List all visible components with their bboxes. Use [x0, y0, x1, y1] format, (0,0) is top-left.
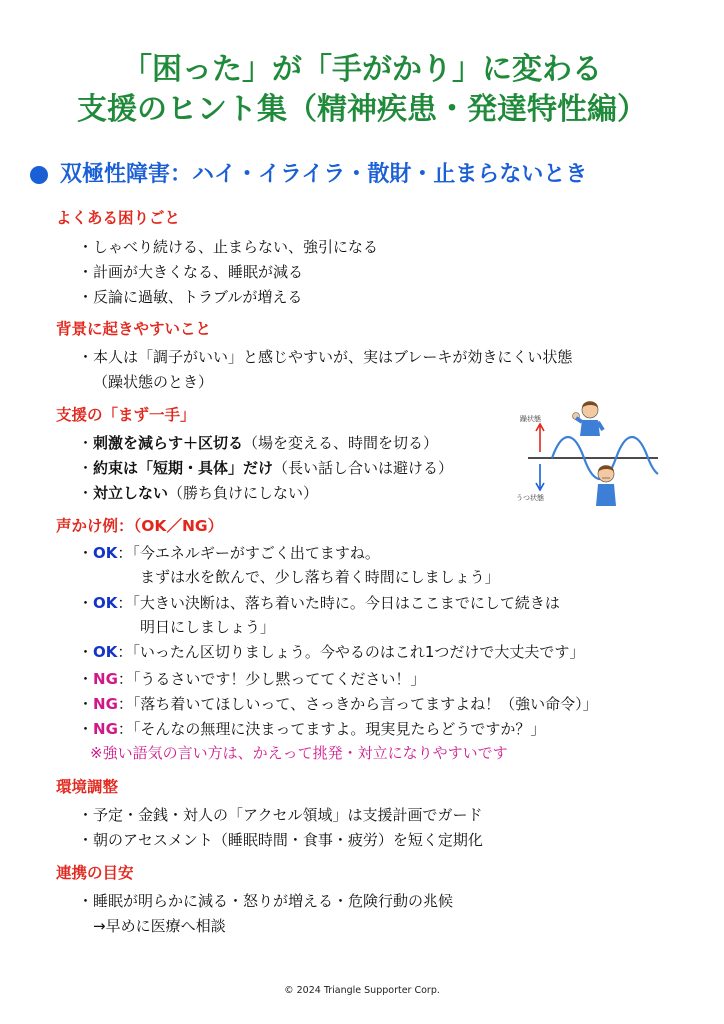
- ok-example: ・OK：「今エネルギーがすごく出てますね。: [78, 544, 380, 562]
- section-heading-text: 双極性障害：ハイ・イライラ・散財・止まらないとき: [60, 162, 588, 187]
- title-line-2: 支援のヒント集（精神疾患・発達特性編）: [77, 92, 647, 127]
- ng-example: ・NG：「落ち着いてほしいって、さっきから言ってますよね！（強い命令）」: [78, 695, 598, 713]
- trouble-item: ・計画が大きくなる、睡眠が減る: [78, 263, 304, 281]
- ok-example: ・OK：「大きい決断は、落ち着いた時に。今日はここまでにして続きは: [78, 594, 560, 612]
- background-heading: 背景に起きやすいこと: [56, 320, 212, 338]
- section-heading: [30, 160, 587, 190]
- trouble-item: ・反論に過敏、トラブルが増える: [78, 288, 303, 306]
- ok-example-cont: まずは水を飲んで、少し落ち着く時間にしましょう」: [140, 568, 500, 586]
- first-move-item: ・対立しない（勝ち負けにしない）: [78, 484, 319, 502]
- troubles-heading: よくある困りごと: [56, 209, 181, 227]
- ok-example-cont: 明日にしましょう」: [140, 618, 276, 636]
- first-move-heading: 支援の「まず一手」: [56, 406, 196, 424]
- environment-heading: 環境調整: [56, 778, 119, 796]
- warning-note: ※強い語気の言い方は、かえって挑発・対立になりやすいです: [90, 744, 508, 762]
- figure-label-depressive: うつ状態: [516, 494, 544, 502]
- trouble-item: ・しゃべり続ける、止まらない、強引になる: [78, 238, 379, 256]
- title-line-1: 「困った」が「手がかり」に変わる: [122, 52, 602, 87]
- background-item-cont: （躁状態のとき）: [93, 373, 214, 391]
- first-move-item: ・約束は「短期・具体」だけ（長い話し合いは避ける）: [78, 459, 454, 477]
- liaison-heading: 連携の目安: [56, 864, 134, 882]
- background-item: ・本人は「調子がいい」と感じやすいが、実はブレーキが効きにくい状態: [78, 348, 573, 366]
- examples-heading: 声かけ例：（OK／NG）: [56, 517, 224, 535]
- ok-example: ・OK：「いったん区切りましょう。今やるのはこれ1つだけで大丈夫です」: [78, 643, 585, 661]
- first-move-item: ・刺激を減らす＋区切る（場を変える、時間を切る）: [78, 434, 439, 452]
- liaison-item-cont: →早めに医療へ相談: [93, 917, 226, 935]
- liaison-item: ・睡眠が明らかに減る・怒りが増える・危険行動の兆候: [78, 892, 454, 910]
- ng-example: ・NG：「そんなの無理に決まってますよ。現実見たらどうですか？」: [78, 720, 546, 738]
- figure-label-manic: 躁状態: [520, 415, 541, 423]
- bullet-dot-icon: [30, 166, 48, 184]
- copyright-footer: © 2024 Triangle Supporter Corp.: [284, 985, 440, 996]
- ng-example: ・NG：「うるさいです！少し黙っててください！」: [78, 670, 426, 688]
- environment-item: ・予定・金銭・対人の「アクセル領域」は支援計画でガード: [78, 806, 483, 824]
- environment-item: ・朝のアセスメント（睡眠時間・食事・疲労）を短く定期化: [78, 831, 483, 849]
- mood-wave-illustration: [510, 400, 660, 508]
